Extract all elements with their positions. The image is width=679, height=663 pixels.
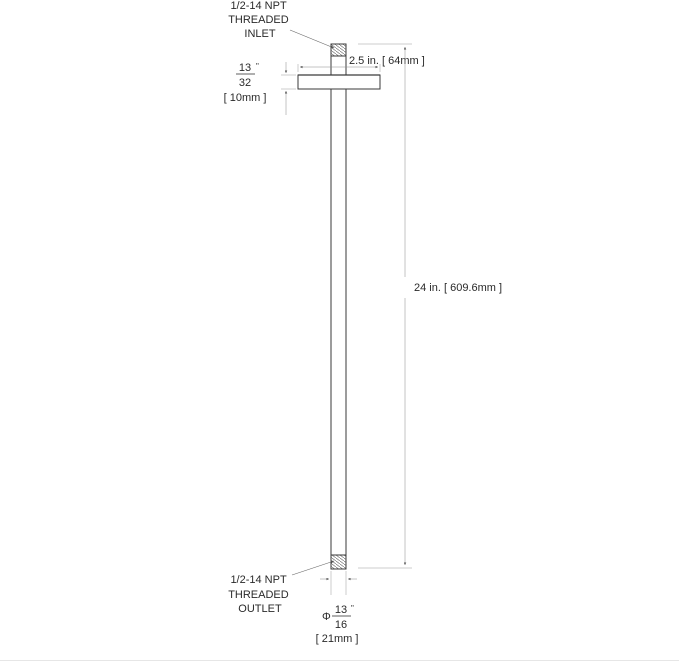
inlet-label xyxy=(228,0,292,40)
flange xyxy=(298,75,380,89)
outlet-label xyxy=(228,574,292,615)
pipe-body xyxy=(331,89,346,555)
diameter-metric: [ 21mm ] xyxy=(315,633,359,645)
outlet-label-line1: 1/2-14 NPT xyxy=(230,574,287,586)
overall-length-dimension xyxy=(358,44,412,568)
flange-width-label: 2.5 in. [ 64mm ] xyxy=(349,55,425,67)
flange-thickness-inch-mark: " xyxy=(256,62,259,71)
outlet-label-line2: THREADED xyxy=(228,589,289,601)
outlet-thread xyxy=(331,555,346,569)
diameter-label xyxy=(316,604,359,645)
inlet-label-line3: INLET xyxy=(244,28,276,40)
shower-arm-pipe xyxy=(331,89,346,555)
inlet-label-line1: 1/2-14 NPT xyxy=(230,0,287,12)
flange-thickness-metric: [ 10mm ] xyxy=(223,92,267,104)
outlet-label-line3: OUTLET xyxy=(238,603,282,615)
diameter-symbol: Φ xyxy=(322,611,331,623)
diameter-denominator: 16 xyxy=(334,619,348,631)
diameter-inch-mark: " xyxy=(351,604,354,613)
bottom-divider xyxy=(0,660,679,661)
flange-thickness-label xyxy=(224,62,267,104)
outlet-leader xyxy=(292,561,334,575)
diameter-dimension xyxy=(320,571,357,595)
inlet-label-line2: THREADED xyxy=(228,14,289,26)
flange-thickness-numerator: 13 xyxy=(238,62,252,74)
inlet-leader xyxy=(290,30,334,48)
overall-length-label: 24 in. [ 609.6mm ] xyxy=(414,282,503,294)
flange-thickness-dimension xyxy=(281,62,296,115)
diameter-numerator: 13 xyxy=(334,604,348,616)
flange-thickness-denominator: 32 xyxy=(238,77,252,89)
inlet-thread xyxy=(331,44,346,75)
